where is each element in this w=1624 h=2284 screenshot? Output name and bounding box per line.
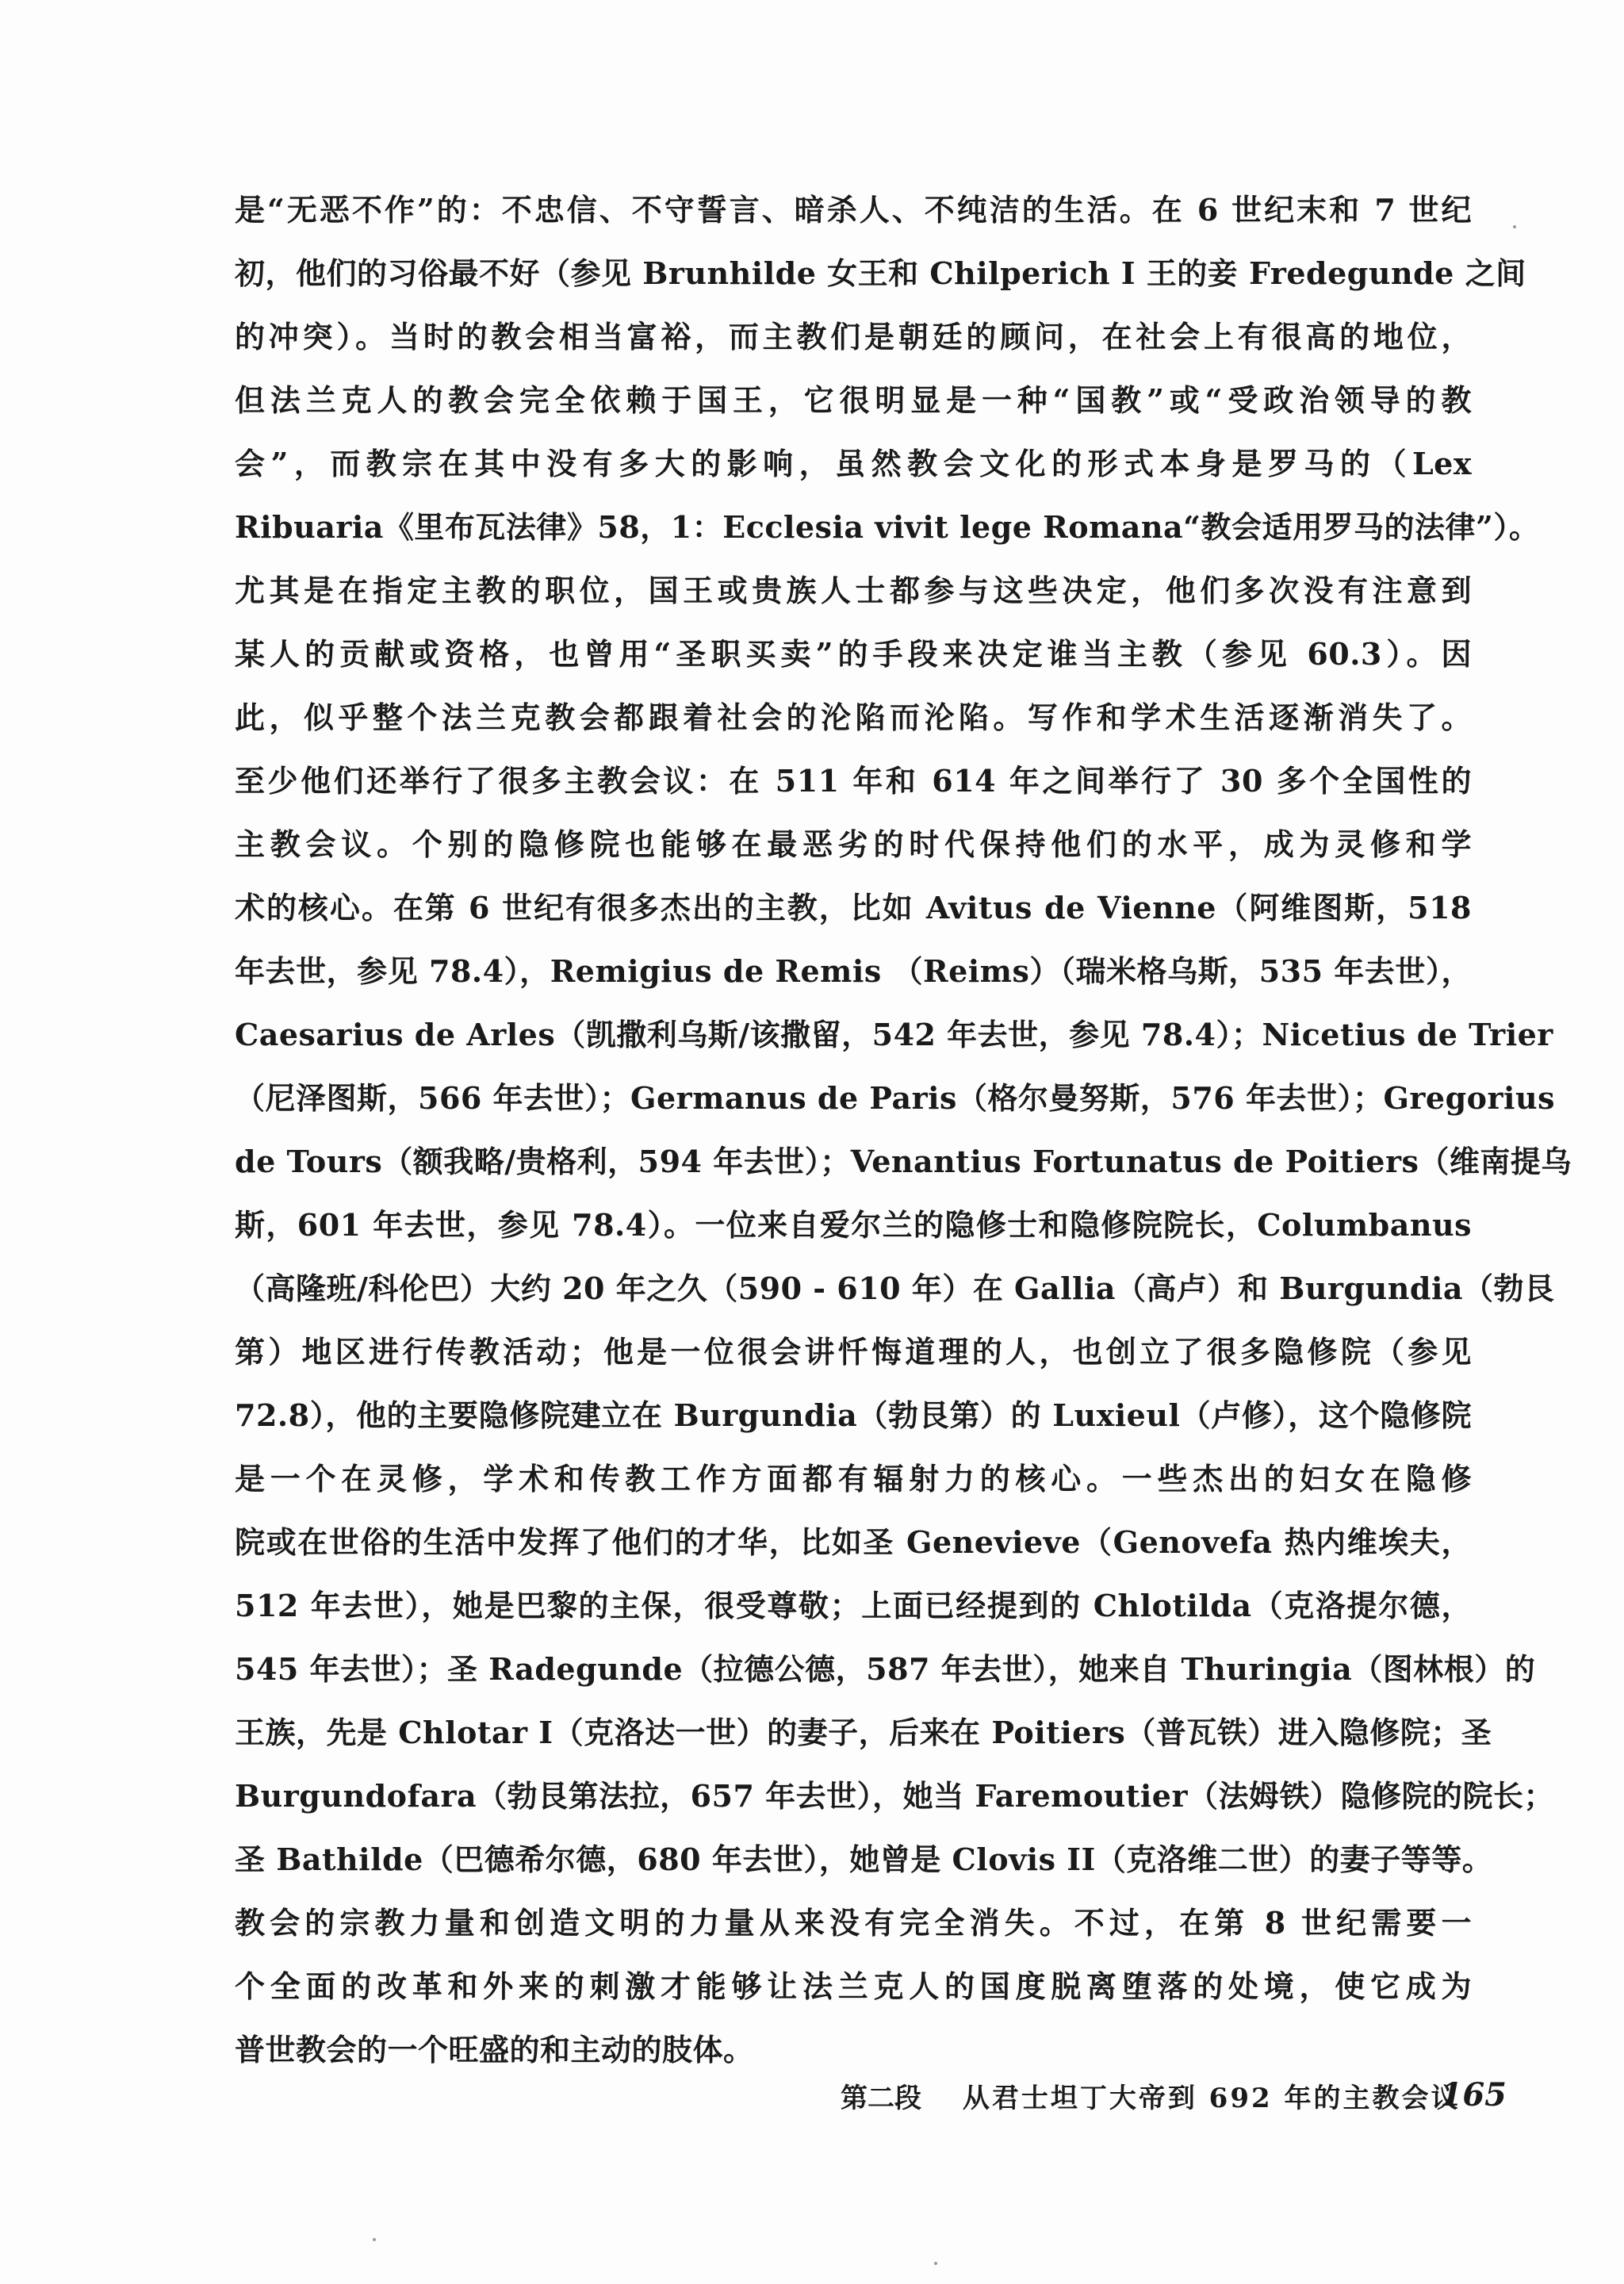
text-line: 512 年去世），她是巴黎的主保，很受尊敬；上面已经提到的 Chlotilda（克洛提尔德， xyxy=(235,1588,1472,1623)
text-line: 会”，而教宗在其中没有多大的影响，虽然教会文化的形式本身是罗马的（Lex xyxy=(235,446,1472,481)
text-line-last: 普世教会的一个旺盛的和主动的肢体。 xyxy=(235,2032,754,2067)
text-line: Burgundofara（勃艮第法拉，657 年去世），她当 Faremoutier（法姆铁）隐修院的院长； xyxy=(235,1778,1554,1814)
text-line: 圣 Bathilde（巴德希尔德，680 年去世），她曾是 Clovis II（克洛维二世）的妻子等等。 xyxy=(235,1841,1493,1877)
page-number: 165 xyxy=(1440,2076,1507,2113)
text-line: 72.8），他的主要隐修院建立在 Burgundia（勃艮第）的 Luxieul（卢修），这个隐修院 xyxy=(235,1397,1472,1433)
body-text xyxy=(235,178,1572,2082)
text-line: 是“无恶不作”的：不忠信、不守誓言、暗杀人、不纯洁的生活。在 6 世纪末和 7 世纪 xyxy=(235,192,1472,228)
scan-speck xyxy=(373,2238,376,2241)
text-line: 个全面的改革和外来的刺激才能够让法兰克人的国度脱离堕落的处境，使它成为 xyxy=(235,1968,1472,2004)
text-line: 某人的贡献或资格，也曾用“圣职买卖”的手段来决定谁当主教（参见 60.3）。因 xyxy=(235,636,1472,672)
text-line: 教会的宗教力量和创造文明的力量从来没有完全消失。不过，在第 8 世纪需要一 xyxy=(235,1905,1472,1941)
text-line: （高隆班/科伦巴）大约 20 年之久（590 - 610 年）在 Gallia（高卢）和 Burgundia（勃艮 xyxy=(235,1270,1555,1306)
text-line: 但法兰克人的教会完全依赖于国王，它很明显是一种“国教”或“受政治领导的教 xyxy=(235,382,1472,418)
scan-speck xyxy=(1513,225,1516,228)
text-line: de Tours（额我略/贵格利，594 年去世）；Venantius Fortunatus de Poitiers（维南提乌 xyxy=(235,1144,1572,1179)
text-line: 斯，601 年去世，参见 78.4）。一位来自爱尔兰的隐修士和隐修院院长，Columbanus xyxy=(235,1207,1472,1243)
footer-title: 从君士坦丁大帝到 692 年的主教会议 xyxy=(962,2083,1461,2114)
footer-section: 第二段 xyxy=(841,2083,921,2114)
text-line: Caesarius de Arles（凯撒利乌斯/该撒留，542 年去世，参见 78.4）；Nicetius de Trier xyxy=(235,1017,1553,1052)
text-line: 年去世，参见 78.4），Remigius de Remis （Reims）（瑞米格乌斯，535 年去世）， xyxy=(235,953,1472,989)
text-line: Ribuaria《里布瓦法律》58，1：Ecclesia vivit lege Romana“教会适用罗马的法律”）。 xyxy=(235,509,1540,545)
text-line: 至少他们还举行了很多主教会议：在 511 年和 614 年之间举行了 30 多个全国性的 xyxy=(235,763,1472,799)
text-line: 的冲突）。当时的教会相当富裕，而主教们是朝廷的顾问，在社会上有很高的地位， xyxy=(235,319,1472,354)
text-line: 第）地区进行传教活动；他是一位很会讲忏悔道理的人，也创立了很多隐修院（参见 xyxy=(235,1334,1472,1370)
text-line: 545 年去世）；圣 Radegunde（拉德公德，587 年去世），她来自 Thuringia（图林根）的 xyxy=(235,1651,1536,1687)
text-line: 院或在世俗的生活中发挥了他们的才华，比如圣 Genevieve（Genovefa 热内维埃夫， xyxy=(235,1524,1472,1560)
text-line: 尤其是在指定主教的职位，国王或贵族人士都参与这些决定，他们多次没有注意到 xyxy=(235,573,1472,608)
text-line: （尼泽图斯，566 年去世）；Germanus de Paris（格尔曼努斯，576 年去世）；Gregorius xyxy=(235,1080,1556,1116)
text-line: 初，他们的习俗最不好（参见 Brunhilde 女王和 Chilperich I 王的妾 Fredegunde 之间 xyxy=(235,255,1526,291)
text-line: 术的核心。在第 6 世纪有很多杰出的主教，比如 Avitus de Vienne（阿维图斯，518 xyxy=(235,890,1472,925)
text-line: 此，似乎整个法兰克教会都跟着社会的沦陷而沦陷。写作和学术生活逐渐消失了。 xyxy=(235,699,1472,735)
scan-speck xyxy=(934,2262,937,2265)
text-line: 王族，先是 Chlotar I（克洛达一世）的妻子，后来在 Poitiers（普瓦铁）进入隐修院；圣 xyxy=(235,1715,1492,1750)
page-footer xyxy=(841,2076,1507,2116)
text-line: 主教会议。个别的隐修院也能够在最恶劣的时代保持他们的水平，成为灵修和学 xyxy=(235,826,1472,862)
text-line: 是一个在灵修，学术和传教工作方面都有辐射力的核心。一些杰出的妇女在隐修 xyxy=(235,1461,1472,1496)
